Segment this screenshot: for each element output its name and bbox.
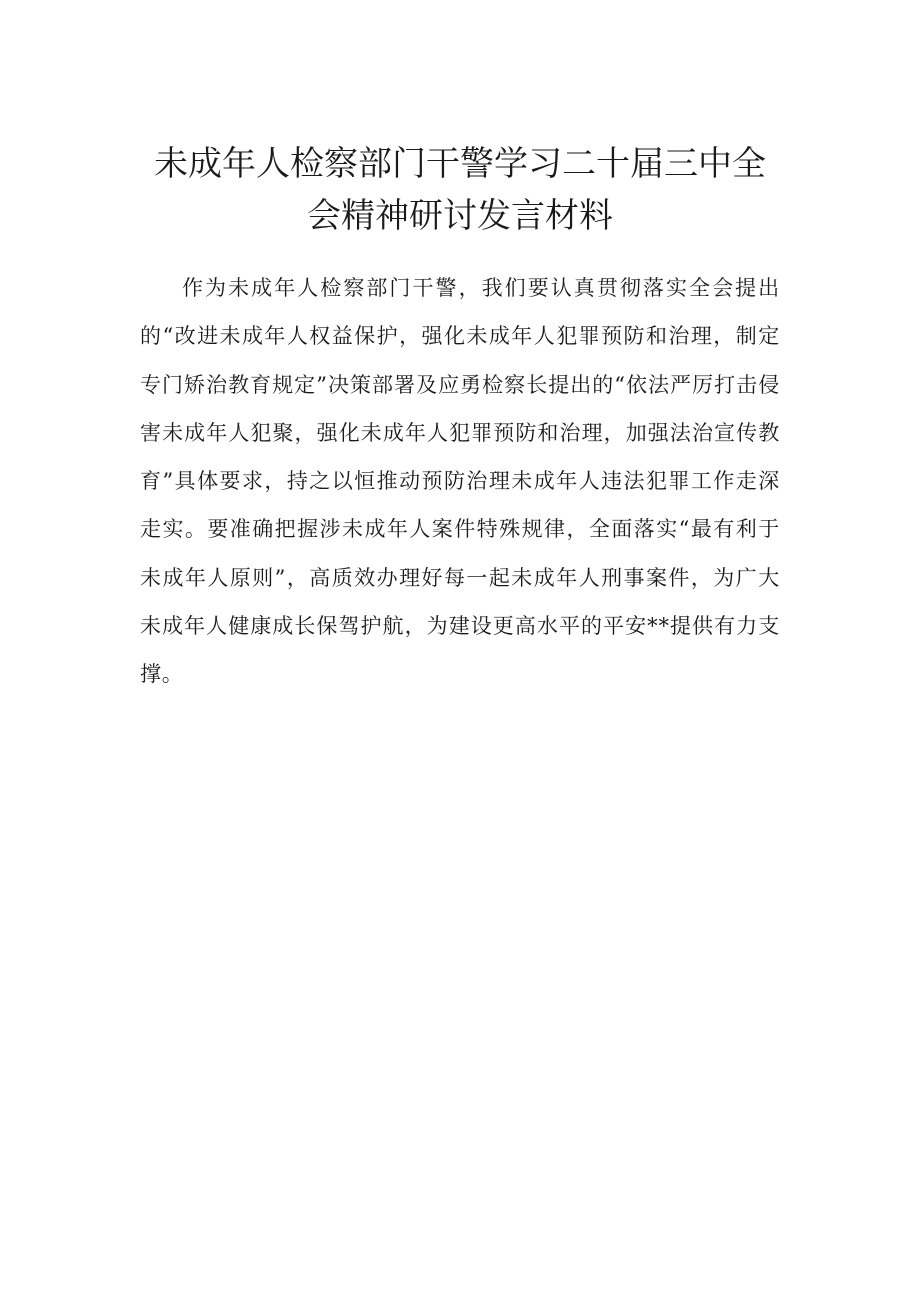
- body-paragraph: 作为未成年人检察部门干警，我们要认真贯彻落实全会提出的“改进未成年人权益保护，强化未成年人犯罪预防和治理，制定专门矫治教育规定”决策部署及应勇检察长提出的“依法严厉打击侵害未成年人犯聚，强化未成年人犯罪预防和治理，加强法治宣传教育”具体要求，持之以恒推动预防治理未成年人违法犯罪工作走深走实。要准确把握涉未成年人案件特殊规律，全面落实“最有利于未成年人原则”，高质效办理好每一起未成年人刑事案件，为广大未成年人健康成长保驾护航，为建设更高水平的平安**提供有力支撑。: [140, 276, 780, 687]
- document-title: [140, 138, 780, 242]
- title-line-2: 会精神研讨发言材料: [307, 196, 613, 236]
- title-line-1: 未成年人检察部门干警学习二十届三中全: [154, 144, 766, 184]
